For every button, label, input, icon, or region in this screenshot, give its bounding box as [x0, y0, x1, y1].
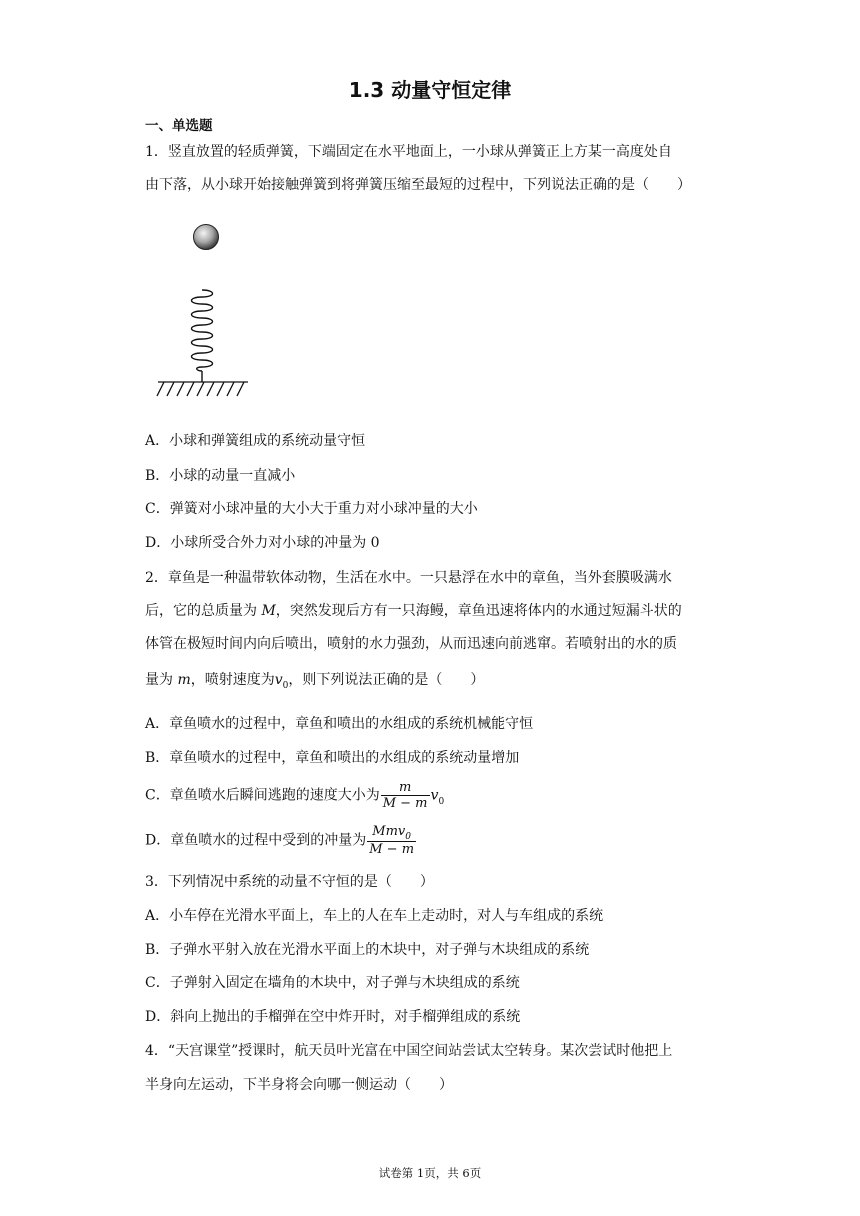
q3-option-d: D．斜向上抛出的手榴弹在空中炸开时，对手榴弹组成的系统	[145, 1009, 521, 1025]
fraction-c: $\frac{m}{M - m}$	[382, 780, 428, 811]
section-heading: 一、单选题	[145, 118, 213, 134]
ground-icon	[157, 382, 248, 396]
q1-option-b: B．小球的动量一直减小	[145, 468, 296, 484]
ball-icon	[194, 225, 219, 250]
q2-line-4: 量为 m，喷射速度为$v_0$，则下列说法正确的是（ ）	[145, 672, 485, 691]
var-m: m	[177, 672, 191, 688]
q4-line-1: 4．“天宫课堂”授课时，航天员叶光富在中国空间站尝试太空转身。某次尝试时他把上	[145, 1043, 673, 1059]
q1-option-d: D．小球所受合外力对小球的冲量为 0	[145, 535, 380, 551]
q2-option-a: A．章鱼喷水的过程中，章鱼和喷出的水组成的系统机械能守恒	[145, 716, 534, 732]
q2-option-d: D．章鱼喷水的过程中受到的冲量为 $\frac{Mmv_0}{M - m}$	[145, 824, 415, 857]
q1-line-2: 由下落，从小球开始接触弹簧到将弹簧压缩至最短的过程中，下列说法正确的是（ ）	[145, 177, 691, 193]
page-footer: 试卷第 1页，共 6页	[378, 1166, 482, 1180]
q3-option-c: C．子弹射入固定在墙角的木块中，对子弹与木块组成的系统	[145, 975, 520, 991]
q3-option-a: A．小车停在光滑水平面上，车上的人在车上走动时，对人与车组成的系统	[145, 908, 604, 924]
page-title: 1.3 动量守恒定律	[348, 78, 512, 102]
q2-option-b: B．章鱼喷水的过程中，章鱼和喷出的水组成的系统动量增加	[145, 750, 520, 766]
q3-option-b: B．子弹水平射入放在光滑水平面上的木块中，对子弹与木块组成的系统	[145, 942, 590, 958]
var-v0: v	[274, 672, 283, 688]
var-M: M	[261, 603, 276, 619]
ball-spring-figure	[150, 218, 260, 408]
q1-option-c: C．弹簧对小球冲量的大小大于重力对小球冲量的大小	[145, 501, 478, 517]
q2-line-1: 2．章鱼是一种温带软体动物，生活在水中。一只悬浮在水中的章鱼，当外套膜吸满水	[145, 570, 672, 586]
q3-stem: 3．下列情况中系统的动量不守恒的是（ ）	[145, 874, 434, 890]
q2-line-2: 后，它的总质量为 M，突然发现后方有一只海鳗，章鱼迅速将体内的水通过短漏斗状的	[145, 603, 682, 619]
q1-option-a: A．小球和弹簧组成的系统动量守恒	[145, 433, 366, 449]
spring-icon	[192, 290, 213, 382]
q4-line-2: 半身向左运动，下半身将会向哪一侧运动（ ）	[145, 1077, 453, 1093]
fraction-d: $\frac{Mmv_0}{M - m}$	[369, 824, 415, 857]
q2-option-c: C．章鱼喷水后瞬间逃跑的速度大小为 $\frac{m}{M - m}$ $v_0$	[145, 780, 445, 811]
q2-line-3: 体管在极短时间内向后喷出，喷射的水力强劲，从而迅速向前逃窜。若喷射出的水的质	[145, 636, 677, 652]
q1-line-1: 1．竖直放置的轻质弹簧，下端固定在水平地面上，一小球从弹簧正上方某一高度处自	[145, 144, 672, 160]
